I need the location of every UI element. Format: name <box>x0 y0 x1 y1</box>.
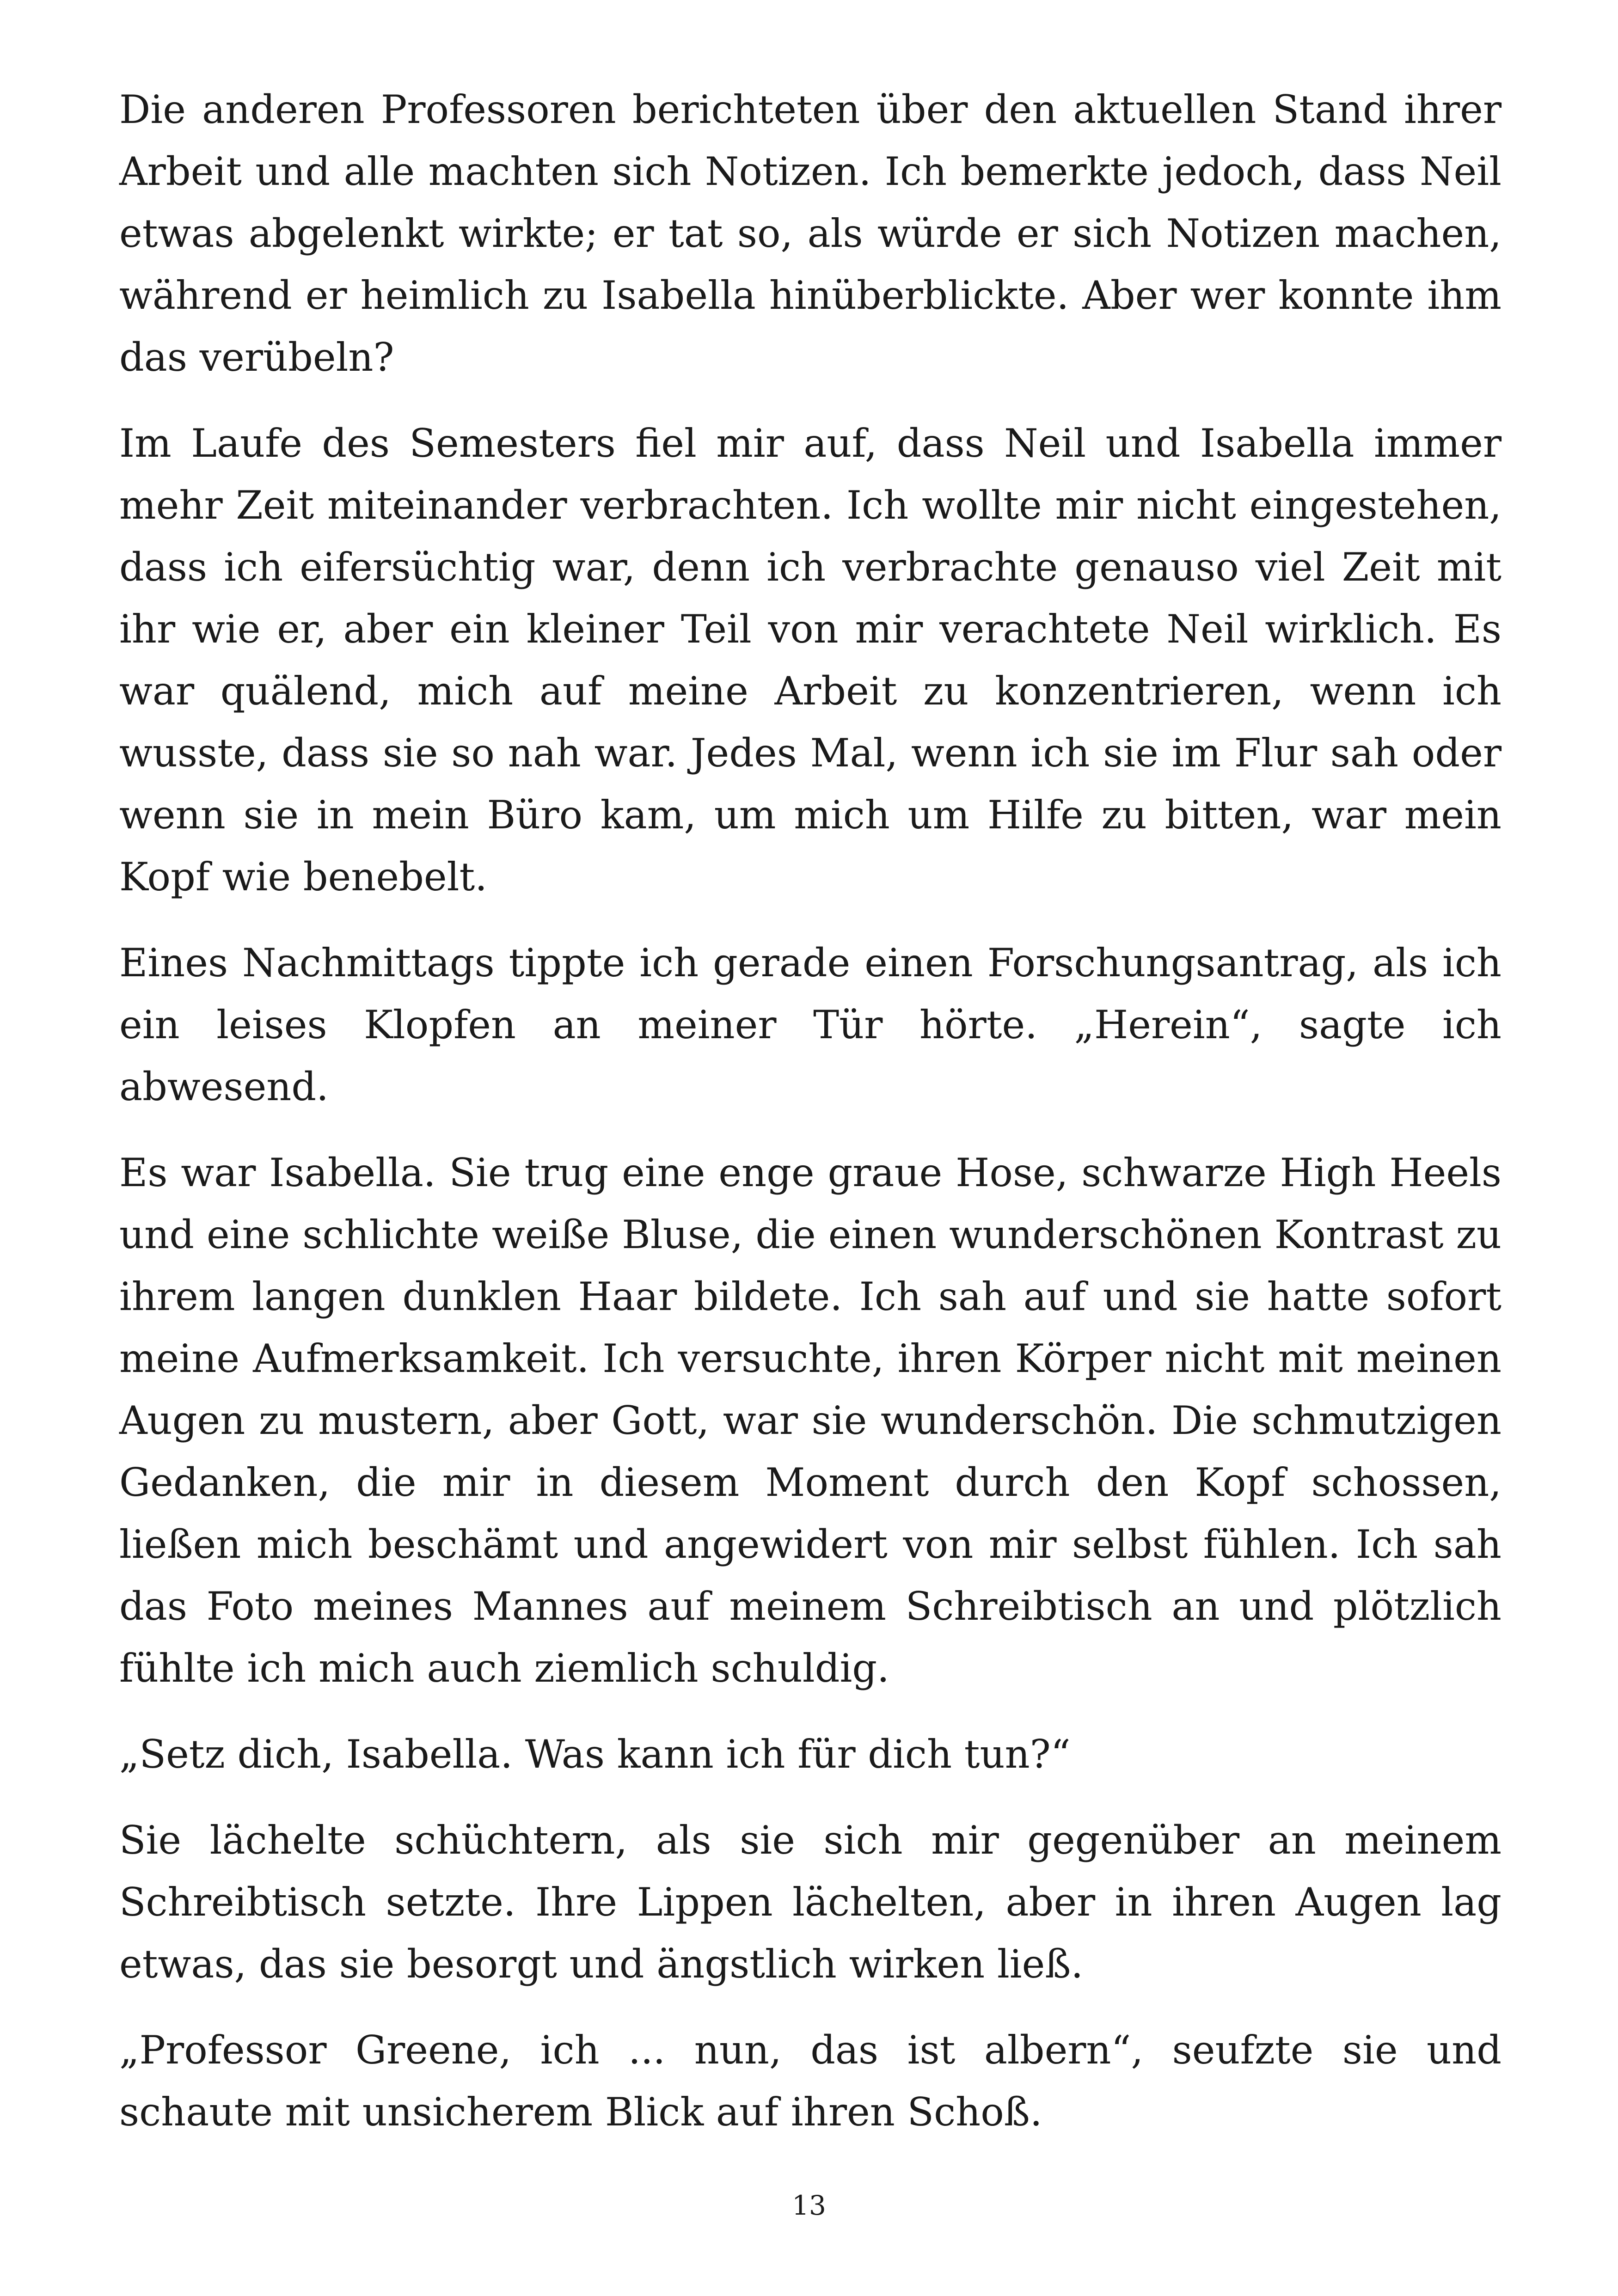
paragraph-6: Sie lächelte schüchtern, als sie sich mir gegenüber an meinem Schreibtisch setzte. Ihre Lippen lächelten, aber in ihren Augen lag etwas, das sie besorgt und ängstlich wirken ließ. <box>119 1818 1502 1987</box>
page-number: 13 <box>792 2190 826 2221</box>
paragraph-7: „Professor Greene, ich ... nun, das ist albern“, seufzte sie und schaute mit unsicherem Blick auf ihren Schoß. <box>119 2027 1502 2135</box>
paragraph-5: „Setz dich, Isabella. Was kann ich für dich tun?“ <box>119 1732 1071 1777</box>
paragraph-2: Im Laufe des Semesters fiel mir auf, dass Neil und Isabella immer mehr Zeit miteinander verbrachten. Ich wollte mir nicht eingestehen, dass ich eifersüchtig war, denn ich verbrachte genauso viel Zeit mit ihr wie er, aber ein kleiner Teil von mir verachtete Neil wirklich. Es war quälend, mich auf meine Arbeit zu konzentrieren, wenn ich wusste, dass sie so nah war. Jedes Mal, wenn ich sie im Flur sah oder wenn sie in mein Büro kam, um mich um Hilfe zu bitten, war mein Kopf wie benebelt. <box>119 421 1502 900</box>
paragraph-3: Eines Nachmittags tippte ich gerade einen Forschungsantrag, als ich ein leises Klopfen an meiner Tür hörte. „Herein“, sagte ich abwesend. <box>119 940 1502 1109</box>
paragraph-4: Es war Isabella. Sie trug eine enge graue Hose, schwarze High Heels und eine schlichte weiße Bluse, die einen wunderschönen Kontrast zu ihrem langen dunklen Haar bildete. Ich sah auf und sie hatte sofort meine Aufmerksamkeit. Ich versuchte, ihren Körper nicht mit meinen Augen zu mustern, aber Gott, war sie wunderschön. Die schmutzigen Gedanken, die mir in diesem Moment durch den Kopf schossen, ließen mich beschämt und angewidert von mir selbst fühlen. Ich sah das Foto meines Mannes auf meinem Schreibtisch an und plötzlich fühlte ich mich auch ziemlich schuldig. <box>119 1150 1502 1691</box>
body-text <box>119 79 1502 2167</box>
paragraph-1: Die anderen Professoren berichteten über den aktuellen Stand ihrer Arbeit und alle machten sich Notizen. Ich bemerkte jedoch, dass Neil etwas abgelenkt wirkte; er tat so, als würde er sich Notizen machen, während er heimlich zu Isabella hinüberblickte. Aber wer konnte ihm das verübeln? <box>119 87 1502 380</box>
